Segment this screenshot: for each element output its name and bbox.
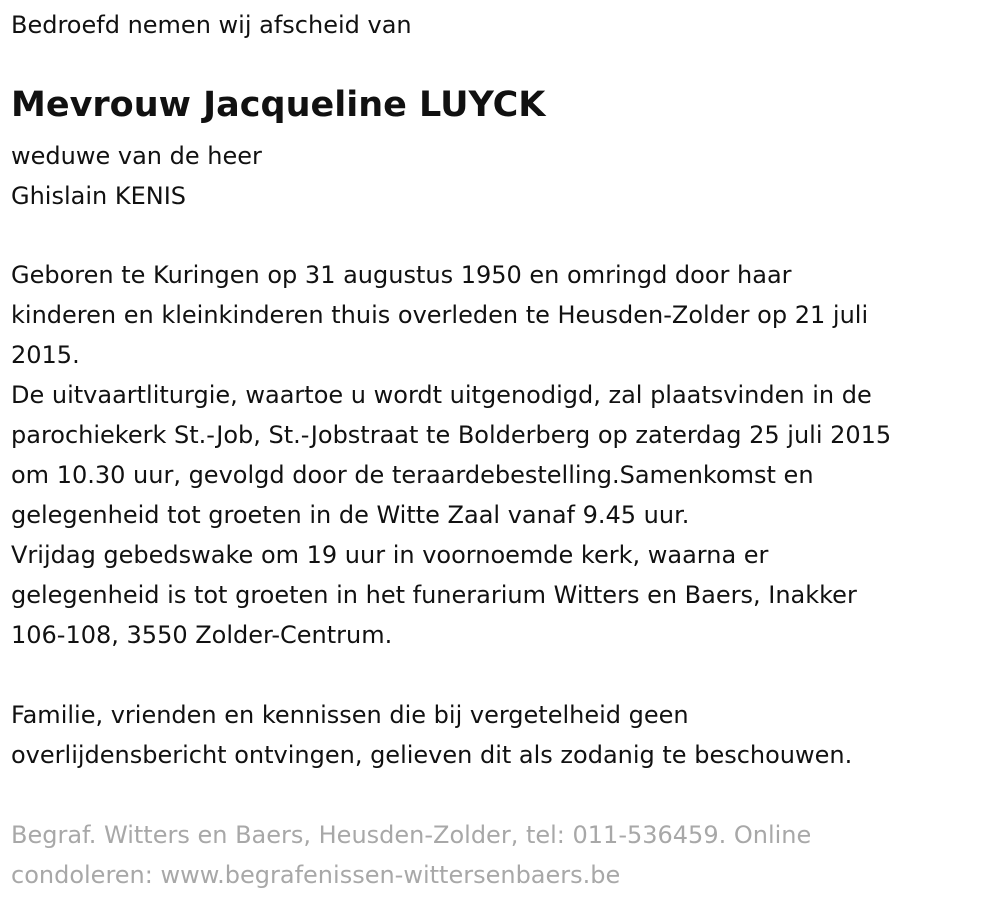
- body-line: 2015.: [11, 341, 80, 369]
- funeral-home-footer: [11, 815, 811, 895]
- intro-text: Bedroefd nemen wij afscheid van: [11, 11, 412, 39]
- notice-body: [11, 255, 986, 655]
- closing-line: overlijdensbericht ontvingen, gelieven dit als zodanig te beschouwen.: [11, 741, 853, 769]
- relation-line: Ghislain KENIS: [11, 182, 187, 210]
- body-line: gelegenheid tot groeten in de Witte Zaal vanaf 9.45 uur.: [11, 501, 690, 529]
- body-line: Geboren te Kuringen op 31 augustus 1950 en omringd door haar: [11, 261, 792, 289]
- footer-line: Begraf. Witters en Baers, Heusden-Zolder, tel: 011-536459. Online: [11, 821, 812, 849]
- body-line: De uitvaartliturgie, waartoe u wordt uitgenodigd, zal plaatsvinden in de: [11, 381, 872, 409]
- footer-line: condoleren: www.begrafenissen-wittersenbaers.be: [11, 861, 621, 889]
- body-line: gelegenheid is tot groeten in het funerarium Witters en Baers, Inakker: [11, 581, 857, 609]
- body-line: Vrijdag gebedswake om 19 uur in voornoemde kerk, waarna er: [11, 541, 769, 569]
- closing-note: [11, 695, 852, 775]
- body-line: 106-108, 3550 Zolder-Centrum.: [11, 621, 393, 649]
- deceased-name: Mevrouw Jacqueline LUYCK: [11, 85, 546, 125]
- body-line: om 10.30 uur, gevolgd door de teraardebestelling.Samenkomst en: [11, 461, 814, 489]
- body-line: parochiekerk St.-Job, St.-Jobstraat te Bolderberg op zaterdag 25 juli 2015: [11, 421, 892, 449]
- closing-line: Familie, vrienden en kennissen die bij vergetelheid geen: [11, 701, 689, 729]
- body-line: kinderen en kleinkinderen thuis overleden te Heusden-Zolder op 21 juli: [11, 301, 869, 329]
- relation-block: [11, 136, 262, 216]
- relation-line: weduwe van de heer: [11, 142, 262, 170]
